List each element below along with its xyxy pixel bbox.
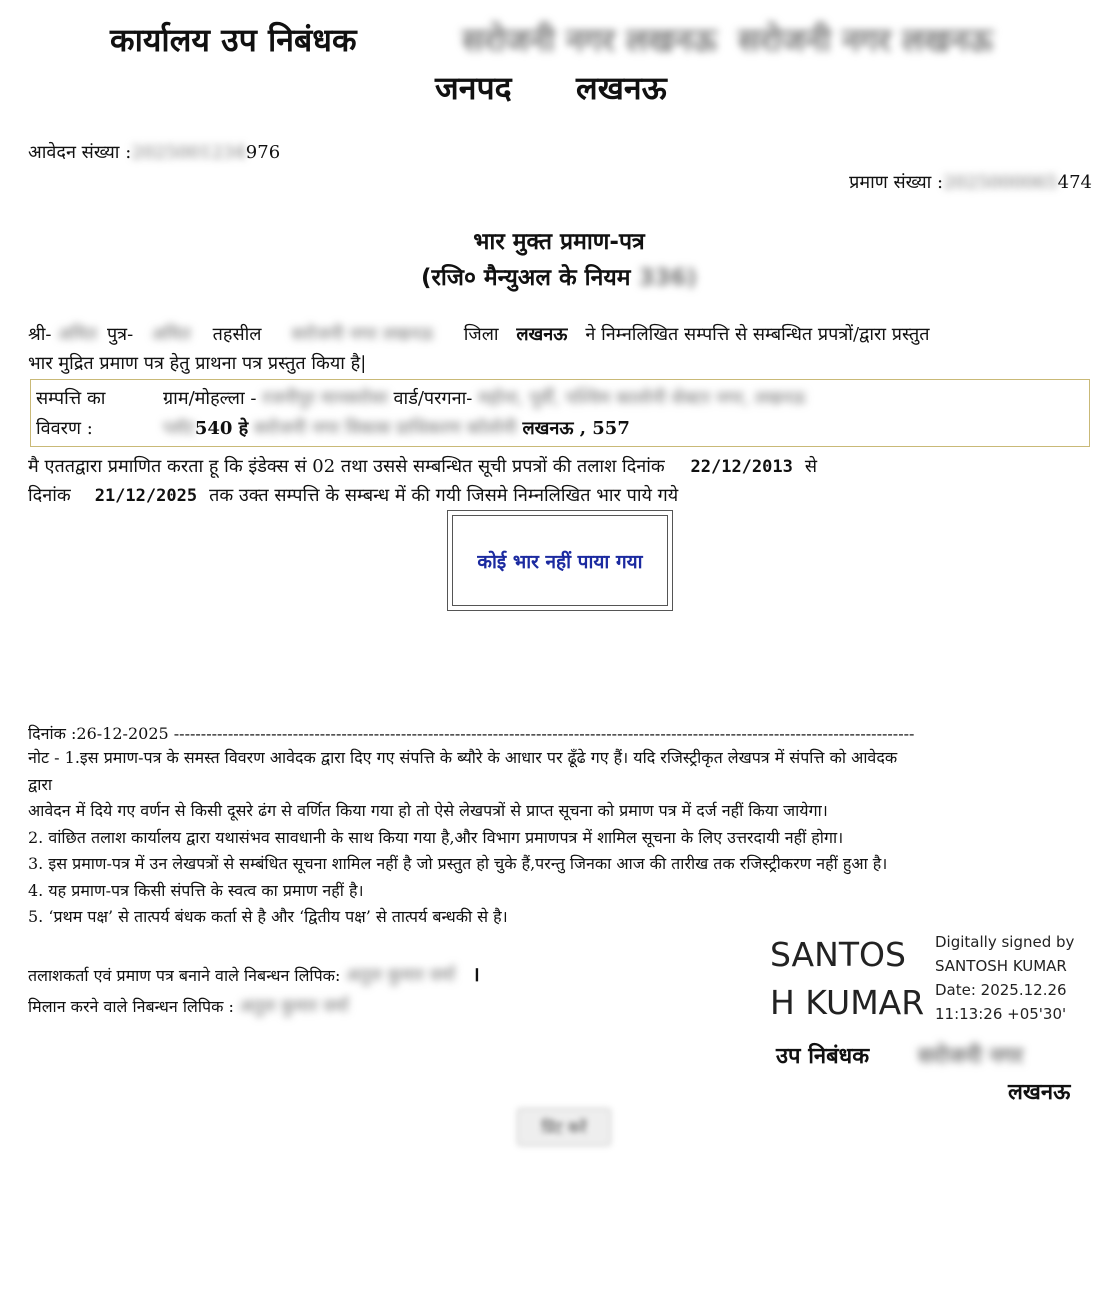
village-redacted: रजनीपुर मानसरोवर <box>262 388 388 409</box>
search-text-2: तक उक्त सम्पत्ति के सम्बन्ध में की गयी जिसमे निम्नलिखित भार पाये गये <box>209 485 679 506</box>
certificate-number-suffix: 474 <box>1057 172 1092 193</box>
ward-label: वार्ड/परगना- <box>393 388 473 409</box>
signature-meta-1: Digitally signed by <box>935 933 1075 951</box>
search-to-prefix: दिनांक <box>28 485 71 506</box>
certificate-number-redacted: 2025000065 <box>943 172 1058 193</box>
signature-name-line-2: H KUMAR <box>770 983 925 1022</box>
office-name-redacted-2: सरोजनी नगर लखनऊ <box>738 21 993 59</box>
search-text-1: मै एततद्वारा प्रमाणित करता हू कि इंडेक्स सं 02 तथा उससे सम्बन्धित सूची प्रपत्रों की तलाश दिनांक <box>28 456 665 477</box>
search-to-date: 21/12/2025 <box>94 486 198 506</box>
certificate-date-line: दिनांक :26-12-2025 ----------------------------------------------------------------------------------------------------------------------------------------- <box>28 724 915 743</box>
search-clerk-label: तलाशकर्ता एवं प्रमाण पत्र बनाने वाले निबन्धन लिपिक: <box>28 966 341 985</box>
note-2: 2. वांछित तलाश कार्यालय द्वारा यथासंभव सावधानी के साथ किया गया है,और विभाग प्रमाणपत्र में शामिल सूचना के लिए उत्तरदायी नहीं होगा। <box>28 828 844 847</box>
note-5: 5. ‘प्रथम पक्ष’ से तात्पर्य बंधक कर्ता से है और ‘द्वितीय पक्ष’ से तात्पर्य बन्धकी से है। <box>28 907 508 926</box>
application-number-redacted: 2025001234 <box>131 142 246 163</box>
applicant-text-2: भार मुद्रित प्रमाण पत्र हेतु प्राथना पत्र प्रस्तुत किया है| <box>28 353 367 374</box>
applicant-prefix: श्री- <box>28 324 52 345</box>
application-number <box>28 140 280 164</box>
application-label: आवेदन संख्या : <box>28 142 132 163</box>
note-1: नोट - 1.इस प्रमाण-पत्र के समस्त विवरण आवेदक द्वारा दिए गए संपत्ति के ब्यौरे के आधार पर ढूँढे गए हैं। यदि रजिस्ट्रीकृत लेखपत्र में संपत्ति को आवेदक <box>28 748 898 767</box>
search-clerk-redacted: अतुल कुमार वर्मा <box>345 965 456 986</box>
signature-meta-4: 11:13:26 +05'30' <box>935 1005 1067 1023</box>
verify-clerk-label: मिलान करने वाले निबन्धन लिपिक : <box>28 997 234 1016</box>
tehsil-label: तहसील <box>212 324 262 345</box>
plot-redacted: प्लॉट <box>163 418 195 439</box>
certificate-subtitle <box>0 260 1118 292</box>
result-box <box>447 510 673 611</box>
certificate-number <box>849 170 1092 194</box>
note-1-cont-2: आवेदन में दिये गए वर्णन से किसी दूसरे ढंग से वर्णित किया गया हो तो ऐसे लेखपत्रों से प्राप्त सूचना को प्रमाण पत्र में दर्ज नहीं किया जायेगा। <box>28 801 828 820</box>
officer-title: उप निबंधक <box>776 1044 870 1069</box>
ward-redacted: महोना, पूर्वी, पश्चिम कालोनी सेक्टर नगर, लखनऊ <box>478 388 806 409</box>
search-clerk-mark: । <box>472 962 480 986</box>
search-statement-2 <box>28 483 678 507</box>
village-label: ग्राम/मोहल्ला - <box>163 388 257 409</box>
verify-clerk-line <box>28 994 349 1018</box>
no-encumbrance-result: कोई भार नहीं पाया गया <box>452 515 668 606</box>
applicant-district: लखनऊ <box>516 324 568 345</box>
applicant-name-redacted: अमित <box>57 324 97 345</box>
application-number-suffix: 976 <box>245 142 281 163</box>
officer-city: लखनऊ <box>1008 1080 1071 1105</box>
certificate-label: प्रमाण संख्या : <box>849 172 944 193</box>
search-from-suffix: से <box>804 456 818 477</box>
applicant-text-1: ने निम्नलिखित सम्पत्ति से सम्बन्धित प्रपत्रों/द्वारा प्रस्तुत <box>585 324 930 345</box>
applicant-line <box>28 322 930 346</box>
property-label-1: सम्पत्ति का <box>36 388 106 409</box>
certificate-title: भार मुक्त प्रमाण-पत्र <box>473 229 645 255</box>
note-3: 3. इस प्रमाण-पत्र में उन लेखपत्रों से सम्बंधित सूचना शामिल नहीं है जो प्रस्तुत हो चुके हैं,परन्तु जिनका आज की तारीख तक रजिस्ट्रीकरण नहीं हुआ है। <box>28 854 888 873</box>
signature-name-line-1: SANTOS <box>770 935 906 974</box>
signature-meta-2: SANTOSH KUMAR <box>935 957 1067 975</box>
note-1-cont: द्वारा <box>28 775 53 794</box>
signature-meta-3: Date: 2025.12.26 <box>935 981 1067 999</box>
address-redacted: सरोजनी नगर विकास प्राधिकरण कॉलोनी <box>253 418 517 439</box>
district-word: जिला <box>463 324 499 345</box>
search-statement-1 <box>28 454 817 478</box>
son-of-label: पुत्र- <box>106 324 134 345</box>
print-button[interactable]: प्रिंट करें <box>517 1108 611 1146</box>
rule-number-redacted: 336) <box>638 265 697 291</box>
search-from-date: 22/12/2013 <box>690 457 793 477</box>
property-village-line <box>163 386 806 410</box>
plot-number: 540 हे <box>194 418 249 439</box>
note-4: 4. यह प्रमाण-पत्र किसी संपत्ति के स्वत्व का प्रमाण नहीं है। <box>28 881 364 900</box>
district-label: जनपद <box>435 69 512 107</box>
address-city: लखनऊ , 557 <box>522 418 630 439</box>
property-label-2: विवरण : <box>36 418 93 439</box>
tehsil-redacted: सरोजनी नगर लखनऊ <box>291 324 434 345</box>
property-address-line <box>163 416 630 440</box>
office-name-redacted: सरोजनी नगर लखनऊ <box>462 21 717 59</box>
search-clerk-line <box>28 960 480 987</box>
officer-office-redacted: सरोजनी नगर <box>918 1044 1024 1069</box>
rule-label: (रजि० मैन्युअल के नियम <box>421 265 631 291</box>
father-name-redacted: अमित <box>151 324 191 345</box>
office-label: कार्यालय उप निबंधक <box>110 21 357 59</box>
verify-clerk-redacted: अतुल कुमार वर्मा <box>238 996 349 1017</box>
district-name: लखनऊ <box>576 69 667 107</box>
